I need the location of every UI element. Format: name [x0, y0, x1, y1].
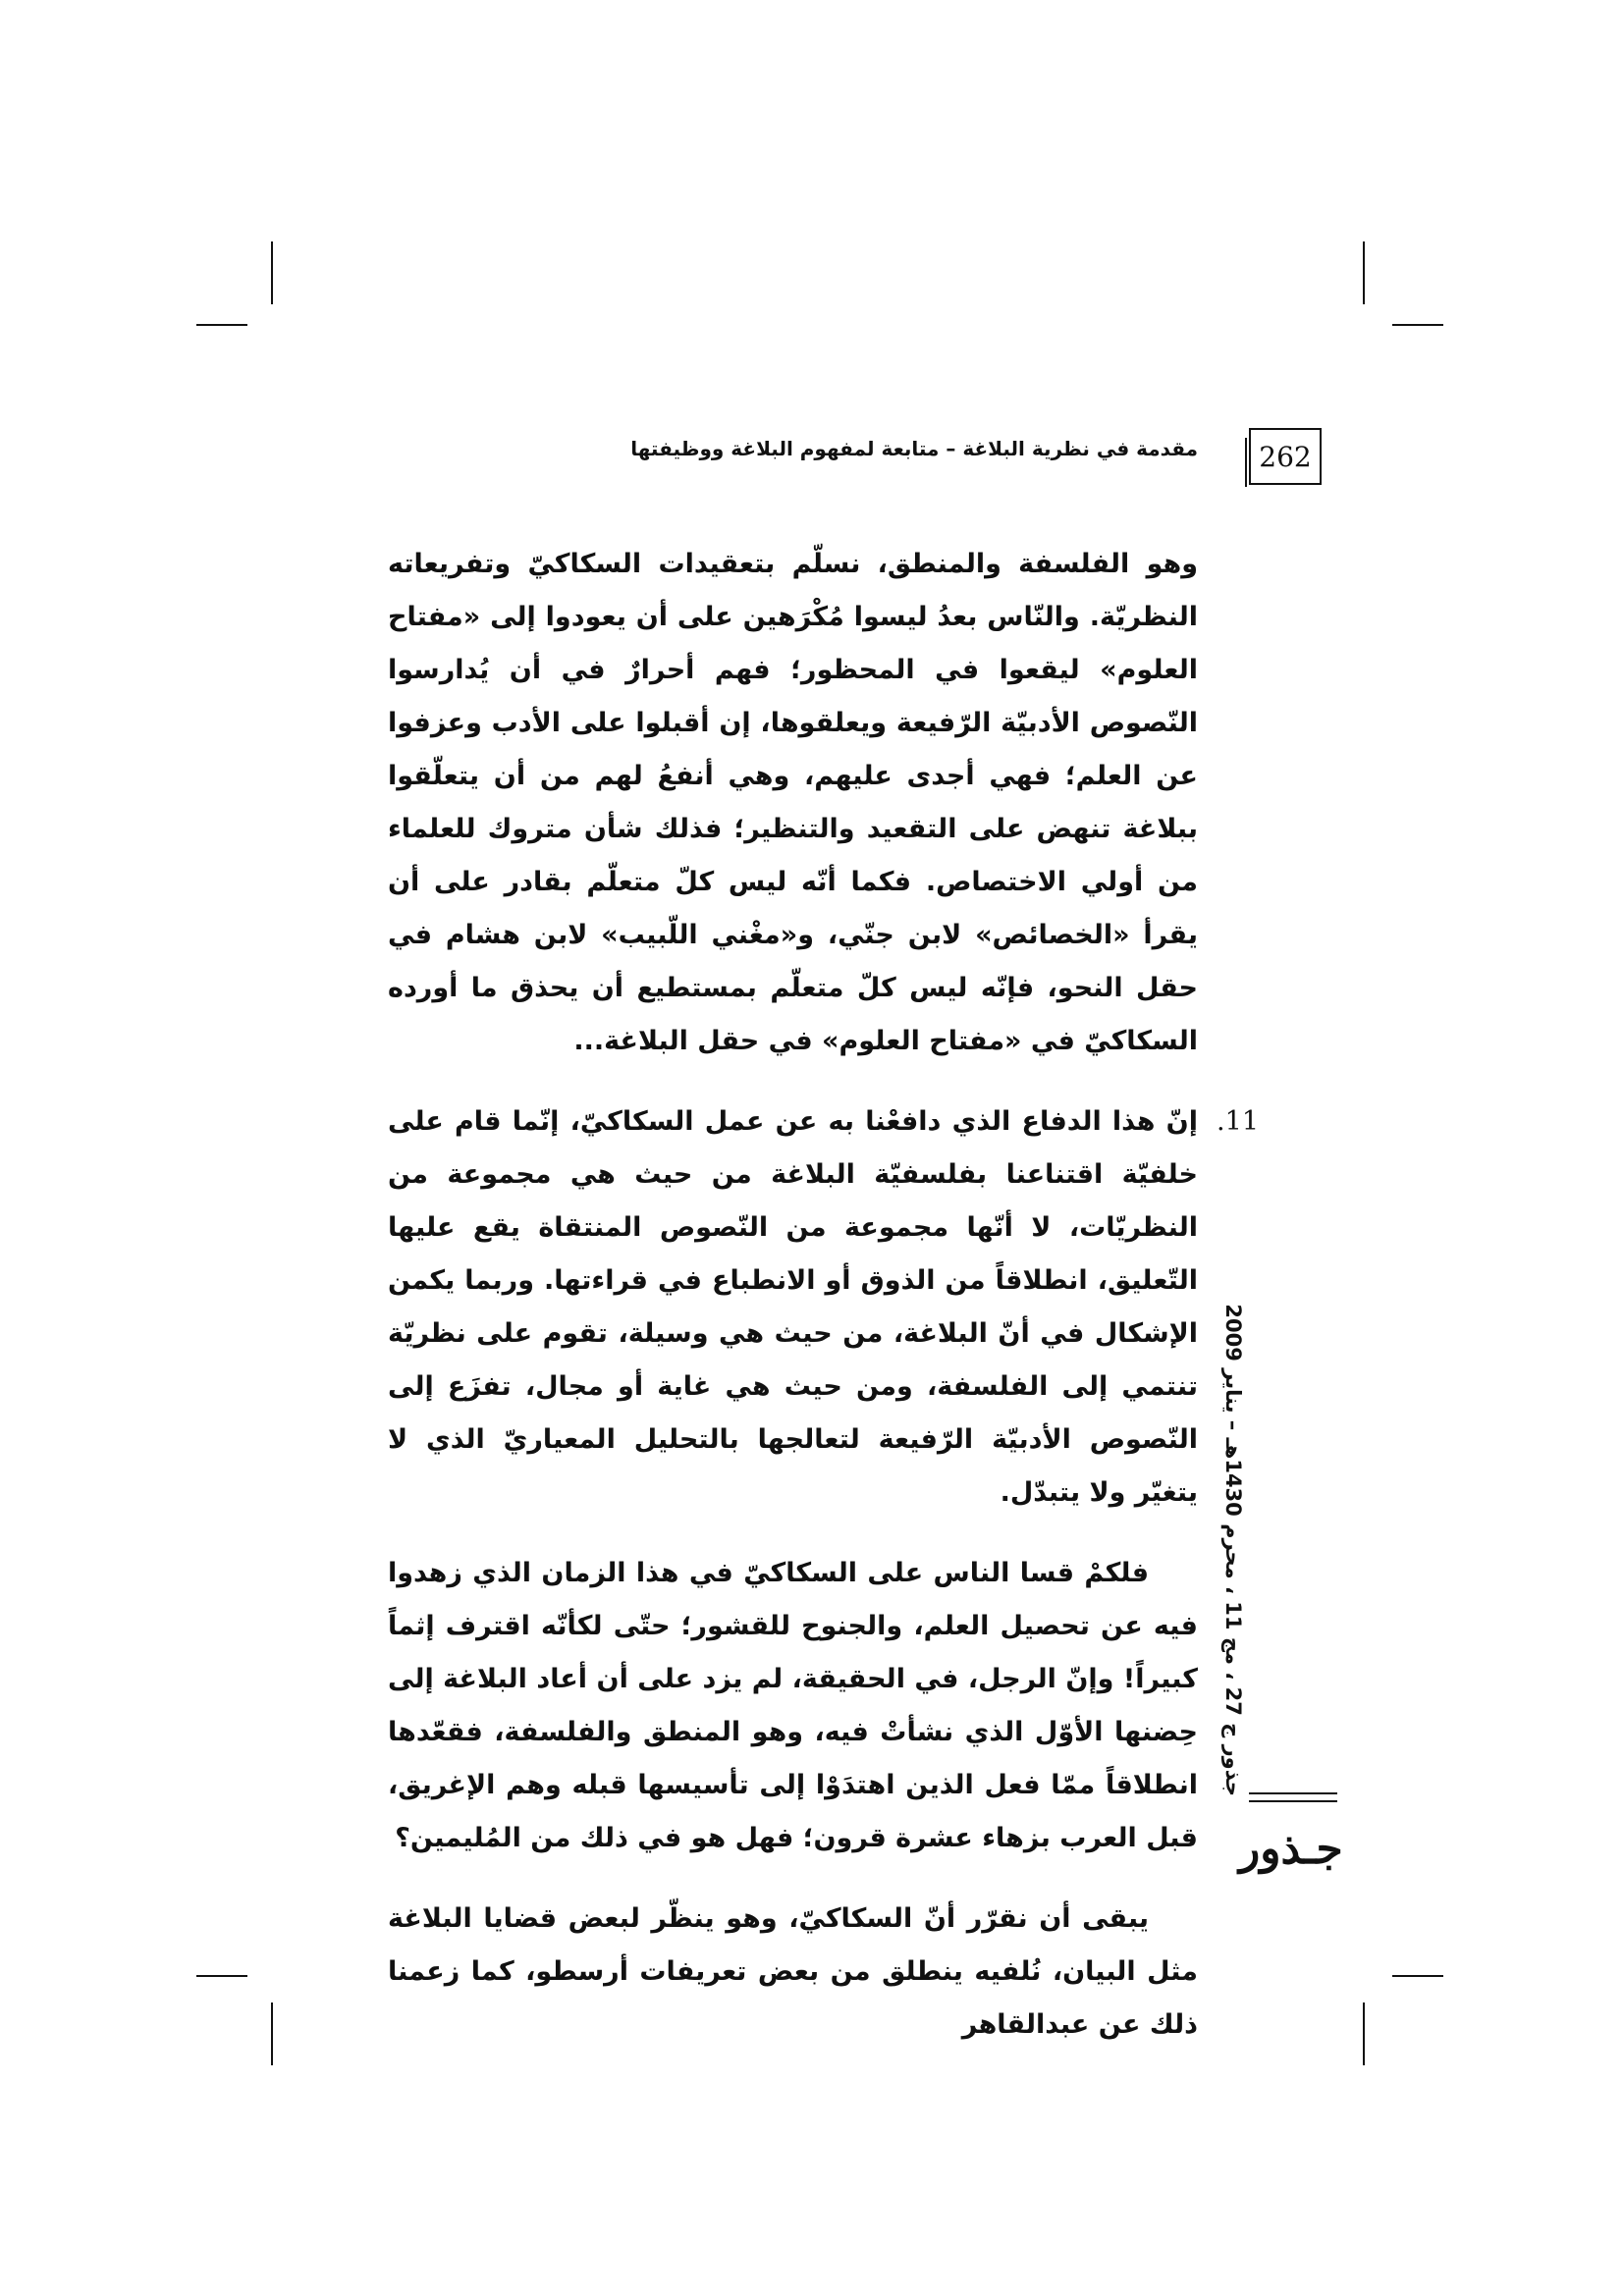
- page-number: 262: [1249, 428, 1322, 485]
- paragraph-3: فلكمْ قسا الناس على السكاكيّ في هذا الزمان الذي زهدوا فيه عن تحصيل العلم، والجنوح للقشور؛ حتّى لكأنّه اقترف إثماً كبيراً! وإنّ الرجل، في الحقيقة، لم يزد على أن أعاد البلاغة إلى حِضنها الأوّل الذي نشأتْ فيه، وهو المنطق والفلسفة، فقعّدها انطلاقاً ممّا فعل الذين اهتدَوْا إلى تأسيسها قبله وهم الإغريق، قبل العرب بزهاء عشرة قرون؛ فهل هو في ذلك من المُليمين؟: [388, 1558, 1198, 1853]
- crop-mark: [1392, 324, 1443, 326]
- divider: [1249, 1792, 1337, 1794]
- paragraph-2: إنّ هذا الدفاع الذي دافعْنا به عن عمل السكاكيّ، إنّما قام على خلفيّة اقتناعنا بفلسفيّة البلاغة من حيث هي مجموعة من النظريّات، لا أنّها مجموعة من النّصوص المنتقاة يقع عليها التّعليق، انطلاقاً من الذوق أو الانطباع في قراءتها. وربما يكمن الإشكال في أنّ البلاغة، من حيث هي وسيلة، تقوم على نظريّة تنتمي إلى الفلسفة، ومن حيث هي غاية أو مجال، تفزَع إلى النّصوص الأدبيّة الرّفيعة لتعالجها بالتحليل المعياريّ الذي لا يتغيّر ولا يتبدّل.: [388, 1106, 1198, 1508]
- paragraph-4: يبقى أن نقرّر أنّ السكاكيّ، وهو ينظّر لبعض قضايا البلاغة مثل البيان، نُلفيه ينطلق من بعض تعريفات أرسطو، كما زعمنا ذلك عن عبدالقاهر: [388, 1903, 1198, 2040]
- crop-mark: [1392, 1975, 1443, 1977]
- crop-mark: [1363, 2002, 1365, 2065]
- divider: [1249, 1800, 1337, 1802]
- paragraph-1: وهو الفلسفة والمنطق، نسلّم بتعقيدات السكاكيّ وتفريعاته النظريّة. والنّاس بعدُ ليسوا مُكْرَهين على أن يعودوا إلى «مفتاح العلوم» ليقعوا في المحظور؛ فهم أحرارٌ في أن يُدارسوا النّصوص الأدبيّة الرّفيعة ويعلقوها، إن أقبلوا على الأدب وعزفوا عن العلم؛ فهي أجدى عليهم، وهي أنفعُ لهم من أن يتعلّقوا ببلاغة تنهض على التقعيد والتنظير؛ فذلك شأن متروك للعلماء من أولي الاختصاص. فكما أنّه ليس كلّ متعلّم بقادر على أن يقرأ «الخصائص» لابن جنّي، و«مغْني اللّبيب» لابن هشام في حقل النحو، فإنّه ليس كلّ متعلّم بمستطيع أن يحذق ما أورده السكاكيّ في «مفتاح العلوم» في حقل البلاغة...: [388, 549, 1198, 1056]
- numbered-paragraph: [388, 1095, 1259, 1520]
- crop-mark: [196, 324, 247, 326]
- crop-mark: [271, 241, 273, 304]
- crop-mark: [196, 1975, 247, 1977]
- journal-issue-sidebar: جذور ج 27 ، مج 11 ، محرم 1430هـ – يناير 2009: [1221, 1304, 1245, 1796]
- crop-mark: [271, 2002, 273, 2065]
- running-head: مقدمة في نظرية البلاغة – متابعة لمفهوم البلاغة ووظيفتها: [630, 437, 1198, 460]
- journal-logo: جـذور: [1239, 1824, 1343, 1874]
- crop-mark: [1363, 241, 1365, 304]
- item-number: 11.: [1217, 1106, 1259, 1137]
